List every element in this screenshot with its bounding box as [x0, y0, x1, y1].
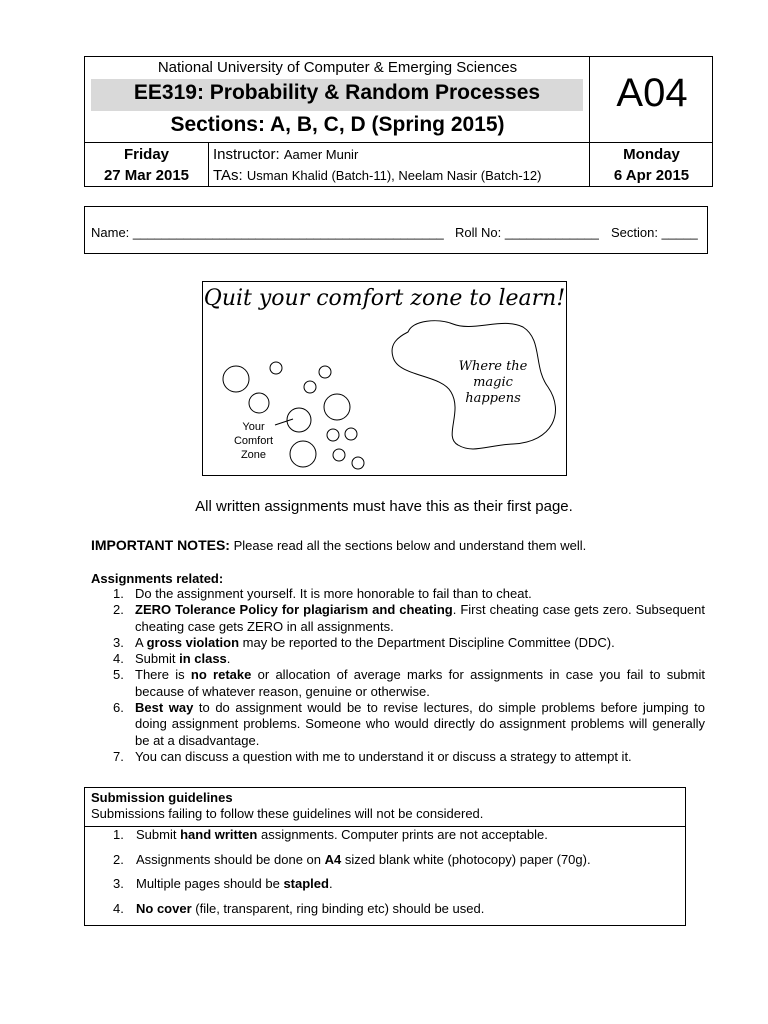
item-text: Assignments should be done on: [136, 851, 325, 867]
emphasis-text: No cover: [136, 900, 192, 916]
assignment-rule: [91, 602, 705, 635]
list-number: 3.: [113, 876, 124, 891]
comfort-zone-label: [226, 420, 281, 462]
assignment-code: A04: [616, 71, 688, 115]
magic-label: [448, 359, 538, 407]
first-page-caption: All written assignments must have this as their first page.: [195, 498, 573, 515]
assignment-rule: [91, 700, 705, 749]
issue-date-cell: [85, 143, 209, 187]
important-notes: [91, 537, 586, 553]
submission-rule: [85, 827, 685, 852]
sections-title: Sections: A, B, C, D (Spring 2015): [170, 113, 505, 136]
student-info-box: [84, 206, 708, 254]
emphasis-text: ZERO Tolerance Policy for plagiarism and cheating: [135, 602, 453, 618]
list-number: 4.: [113, 900, 124, 916]
university-name: National University of Computer & Emerging Sciences: [157, 59, 518, 76]
important-text: Please read all the sections below and understand them well.: [229, 538, 587, 553]
emphasis-text: A4: [324, 851, 342, 867]
assignment-rule: [91, 749, 705, 765]
name-field: Name: ___________________________________________: [91, 225, 444, 240]
due-date-cell: [590, 143, 713, 187]
emphasis-text: no retake: [190, 667, 252, 683]
item-text: There is: [135, 667, 191, 683]
bubble: [290, 441, 316, 467]
roll-field: Roll No: _____________: [455, 225, 599, 240]
zone-line: Comfort: [233, 435, 274, 447]
instructor-name: Aamer Munir: [283, 147, 359, 162]
bubble: [270, 362, 282, 374]
emphasis-text: Best way: [135, 700, 194, 716]
tas-names: Usman Khalid (Batch-11), Neelam Nasir (Batch-12): [246, 168, 542, 183]
submission-heading: Submission guidelines: [91, 790, 233, 805]
comfort-zone-figure: [202, 281, 567, 476]
list-number: 6.: [113, 700, 124, 716]
item-text: . First cheating case gets zero. Subsequent cheating case gets ZERO in all assignments.: [135, 602, 706, 634]
submission-header: [85, 788, 685, 827]
item-text: (file, transparent, ring binding etc) should be used.: [191, 900, 485, 916]
item-text: Multiple pages should be: [136, 876, 284, 891]
list-number: 2.: [113, 602, 124, 618]
zone-line: Your: [242, 421, 265, 433]
submission-list: [85, 827, 685, 925]
item-text: Submit: [136, 827, 181, 842]
item-text: to do assignment would be to revise lectures, do simple problems before jumping to doing assignment problems. Someone who would directly do assignment problems will generally be at a disadvantage.: [135, 700, 705, 748]
bubble: [352, 457, 364, 469]
submission-rule: [85, 876, 685, 901]
item-text: Submit: [135, 651, 180, 667]
list-number: 5.: [113, 667, 124, 683]
assignment-rule: [91, 635, 705, 651]
list-number: 2.: [113, 851, 124, 867]
list-number: 1.: [113, 586, 124, 601]
due-day: Monday: [623, 146, 680, 163]
emphasis-text: hand written: [180, 827, 258, 842]
item-text: .: [328, 876, 333, 891]
figure-title: Quit your comfort zone to learn!: [203, 286, 566, 311]
tas-label: TAs:: [213, 167, 243, 184]
submission-subheading: Submissions failing to follow these guidelines will not be considered.: [91, 806, 484, 821]
emphasis-text: in class: [179, 651, 227, 667]
list-number: 3.: [113, 634, 124, 650]
item-text: A: [135, 634, 147, 650]
header-table: [84, 56, 713, 187]
instructor-label: Instructor:: [213, 146, 280, 163]
assignments-heading: Assignments related:: [91, 571, 224, 586]
bubble: [319, 366, 331, 378]
bubble: [324, 394, 350, 420]
list-number: 1.: [113, 827, 124, 842]
bubble: [327, 429, 339, 441]
item-text: .: [226, 651, 231, 667]
magic-line: magic: [473, 375, 513, 390]
list-number: 4.: [113, 651, 124, 667]
submission-rule: [85, 901, 685, 926]
header-top: [85, 57, 713, 143]
header-title-cell: [85, 57, 590, 143]
issue-date: 27 Mar 2015: [103, 167, 190, 184]
bubble: [249, 393, 269, 413]
bubble: [333, 449, 345, 461]
issue-day: Friday: [123, 146, 169, 163]
zone-line: Zone: [240, 449, 267, 461]
submission-box: [84, 787, 686, 926]
item-text: or allocation of average marks for assignments in case you fail to submit because of whatever reason, genuine or otherwise.: [135, 667, 705, 699]
bubble: [345, 428, 357, 440]
assignments-list: [91, 586, 705, 765]
bubble: [223, 366, 249, 392]
header-info-row: [85, 143, 713, 187]
item-text: sized blank white (photocopy) paper (70g).: [341, 851, 591, 867]
assignment-rule: [91, 667, 705, 700]
due-date: 6 Apr 2015: [613, 167, 690, 184]
assignment-rule: [91, 586, 705, 602]
bubble: [304, 381, 316, 393]
magic-line: Where the: [458, 359, 528, 374]
emphasis-text: stapled: [283, 876, 329, 891]
submission-rule: [85, 852, 685, 877]
magic-line: happens: [465, 391, 521, 406]
staff-cell: [209, 143, 590, 187]
course-title-bar: [91, 79, 583, 111]
section-field: Section: _____: [611, 225, 698, 240]
important-label: IMPORTANT NOTES:: [91, 537, 230, 553]
item-text: You can discuss a question with me to understand it or discuss a strategy to attempt it.: [135, 748, 632, 764]
item-text: Do the assignment yourself. It is more honorable to fail than to cheat.: [135, 586, 532, 601]
item-text: assignments. Computer prints are not acceptable.: [257, 827, 548, 842]
assignment-rule: [91, 651, 705, 667]
item-text: may be reported to the Department Discipline Committee (DDC).: [239, 634, 615, 650]
list-number: 7.: [113, 748, 124, 764]
course-title: EE319: Probability & Random Processes: [133, 81, 541, 104]
emphasis-text: gross violation: [146, 634, 240, 650]
